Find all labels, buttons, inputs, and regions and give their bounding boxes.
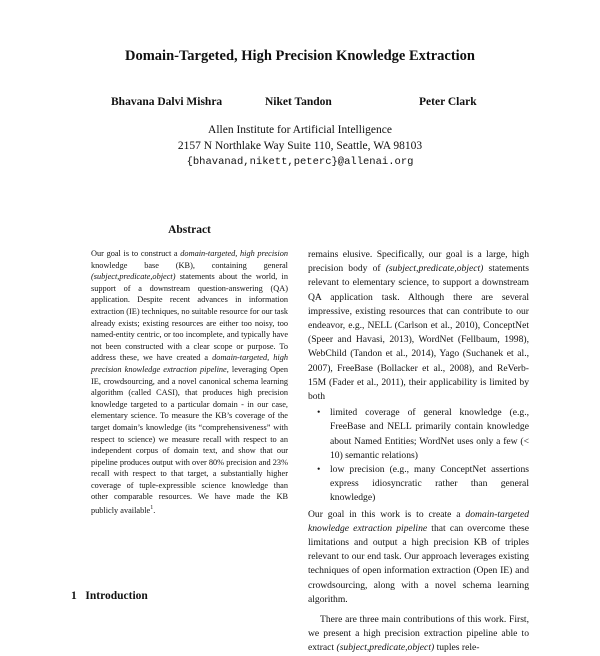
abstract-emphasis: domain-targeted, high precision knowledge extraction pipeline [91, 353, 288, 374]
intro-paragraph [308, 248, 529, 404]
author-name: Peter Clark [419, 96, 477, 108]
body-emphasis: domain-targeted knowledge extraction pipeline [308, 508, 529, 534]
bullet-icon: • [317, 407, 321, 419]
abstract-text: statements about the world, in support of a downstream question-answering (QA) application. Despite recent advances in information extraction (IE) techniques, no suitable resource for our task already exists; existing resources are either too noisy, too named-entity centric, or too incomplete, and typically have not been constructed with a clear scope or purpose. To address these, we have created a [91, 272, 288, 363]
limitations-list [308, 406, 529, 505]
affiliation-institute: Allen Institute for Artificial Intelligence [208, 124, 392, 136]
body-emphasis: (subject,predicate,object) [336, 642, 435, 654]
affiliation-block [0, 122, 600, 170]
body-text: remains elusive. Specifically, our goal is a large, high precision body of [308, 249, 529, 275]
list-item-text: low precision (e.g., many ConceptNet assertions express idiosyncratic rather than general knowledge) [330, 464, 529, 504]
body-text: There are three main contributions of this work. First, we present a high precision extraction pipeline able to extract [308, 614, 529, 654]
abstract-text: . [153, 505, 156, 515]
intro-paragraph [308, 508, 529, 607]
abstract-body [91, 248, 288, 516]
intro-paragraph [308, 613, 529, 656]
author-name: Bhavana Dalvi Mishra [111, 96, 223, 108]
section-heading [71, 590, 148, 602]
abstract-text: , leveraging Open IE, crowdsourcing, and a novel canonical schema learning algorithm (called CASI), that produces high precision knowledge targeted to a particular domain - in our case, elementary science. To measure the KB’s coverage of the target domain’s knowledge (its “comprehensiveness” with respect to science) we measure recall with respect to an independent corpus of domain text, and show that our pipeline produces output with over 80% precision and 23% recall with respect to that target, a substantially higher coverage of tuple-expressible science knowledge than other comparable resources. We have made the KB publicly available [91, 364, 288, 515]
body-text: tuples rele- [434, 642, 480, 654]
footnote-mark[interactable]: 1 [150, 505, 154, 512]
abstract-column [91, 224, 288, 516]
affiliation-emails: {bhavanad,nikett,peterc}@allenai.org [186, 156, 414, 168]
abstract-emphasis: domain-targeted, high precision [180, 249, 289, 258]
section-title: Introduction [85, 590, 148, 602]
author-name: Niket Tandon [265, 96, 332, 108]
body-emphasis: (subject,predicate,object) [385, 263, 484, 275]
body-text: statements relevant to elementary science, to support a downstream QA application task. Although there are several impressive, existing resources that can contribute to our endeavor, e.g., NELL (Carlson et al., 2010), ConceptNet (Speer and Havasi, 2013), WordNet (Fellbaum, 1998), WebChild (Tandon et al., 2014), Yago (Suchanek et al., 2007), FreeBase (Bollacker et al., 2008), and ReVerb-15M (Fader et al., 2011), their applicability is limited by both [308, 263, 529, 403]
intro-right-column [308, 248, 529, 656]
affiliation-address: 2157 N Northlake Way Suite 110, Seattle, WA 98103 [177, 140, 423, 152]
body-text: Our goal in this work is to create a [308, 508, 466, 520]
abstract-text: knowledge base (KB), containing general [91, 260, 288, 270]
paper-title: Domain-Targeted, High Precision Knowledge Extraction [125, 48, 475, 64]
list-item-text: limited coverage of general knowledge (e.g., FreeBase and NELL primarily contain knowledge about Named Entities; WordNet uses only a few (< 10) semantic relations) [330, 407, 529, 461]
body-text: that can overcome these limitations and output a high precision KB of triples relevant to our end task. Our approach leverages existing techniques of open information extraction (Open IE) and crowdsourcing, along with a novel schema learning algorithm. [308, 522, 529, 605]
abstract-heading: Abstract [168, 224, 211, 236]
bullet-icon: • [317, 464, 321, 476]
abstract-text: Our goal is to construct a [91, 249, 181, 258]
list-item [317, 463, 529, 506]
abstract-emphasis: (subject,predicate,object) [91, 272, 176, 282]
section-number: 1 [71, 590, 77, 602]
list-item [317, 406, 529, 463]
